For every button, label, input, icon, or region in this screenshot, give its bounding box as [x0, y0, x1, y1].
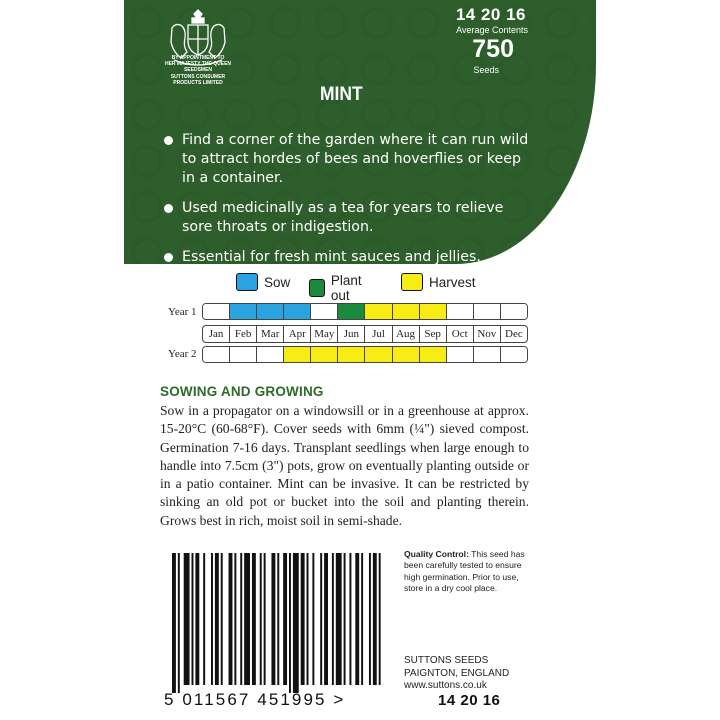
barcode-bar	[336, 553, 342, 685]
month-label: Mar	[257, 326, 284, 342]
company-info	[404, 655, 509, 693]
feature-list	[164, 131, 534, 264]
year-1-cell-mar	[257, 304, 284, 319]
product-name: MINT	[320, 84, 363, 105]
sowing-heading: SOWING AND GROWING	[160, 384, 324, 399]
barcode-bar	[283, 553, 287, 685]
quality-control-title: Quality Control:	[404, 549, 469, 559]
footer-product-code: 14 20 16	[438, 692, 501, 709]
legend-label: Plant out	[330, 273, 362, 303]
year-2-cell-apr	[284, 347, 311, 362]
barcode-bar	[344, 553, 346, 685]
year-2-bar	[202, 346, 528, 363]
barcode-bar	[312, 553, 314, 685]
barcode	[168, 553, 388, 693]
barcode-bar	[355, 553, 359, 685]
barcode-bar	[244, 553, 250, 685]
warrant-line: HER MAJESTY THE QUEEN	[164, 61, 232, 68]
warrant-line: BY APPOINTMENT TO	[171, 55, 225, 61]
year-1-label: Year 1	[168, 306, 197, 318]
legend-harvest	[401, 273, 476, 291]
feature-item: Essential for fresh mint sauces and jellies.	[164, 248, 534, 264]
seeds-label: Seeds	[473, 65, 499, 75]
year-2-cell-mar	[257, 347, 284, 362]
year-1-cell-jan	[203, 304, 230, 319]
year-1-cell-nov	[474, 304, 501, 319]
barcode-bar	[192, 553, 194, 685]
barcode-bar	[293, 553, 299, 693]
month-label: Dec	[505, 328, 523, 340]
year-2-label: Year 2	[168, 348, 197, 360]
year-1-cell-jul	[365, 304, 392, 319]
barcode-bar	[215, 553, 219, 685]
month-label: Sep	[420, 326, 447, 342]
royal-warrant-text	[150, 55, 246, 86]
barcode-bar	[379, 553, 381, 685]
quality-control-note	[404, 549, 534, 594]
barcode-bar	[289, 553, 291, 693]
legend-swatch	[236, 273, 258, 291]
company-name: SUTTONS SEEDS	[404, 655, 489, 666]
year-2-cell-oct	[447, 347, 474, 362]
year-1-bar	[202, 303, 528, 320]
barcode-bar	[361, 553, 363, 685]
barcode-bar	[240, 553, 242, 685]
year-2-cell-may	[311, 347, 338, 362]
average-contents-label: Average Contents	[456, 25, 528, 35]
sowing-instructions: Sow in a propagator on a windowsill or in a greenhouse at approx. 15-20°C (60-68°F). Cover seeds with 6mm (¼") sieved compost. Germination 7-16 days. Transplant seedlings when large enough to handle into 7.5cm (3") pots, grow on eventually planting outside or in a patio container. Mint can be invasive. It can be restricted by sinking an old pot or bucket into the soil and planting therein. Grows best in rich, moist soil in semi-shade.	[160, 403, 529, 528]
barcode-bar	[277, 553, 279, 685]
month-label: Jul	[365, 326, 392, 342]
barcode-bar	[252, 553, 256, 685]
legend-swatch	[309, 279, 325, 297]
barcode-bar	[324, 553, 328, 685]
barcode-bar	[229, 553, 233, 685]
month-label: Nov	[474, 326, 501, 342]
company-website[interactable]: www.suttons.co.uk	[404, 680, 487, 691]
barcode-bar	[234, 553, 236, 685]
feature-item: Used medicinally as a tea for years to relieve sore throats or indigestion.	[164, 199, 534, 237]
months-row	[202, 325, 528, 343]
year-2-cell-jan	[203, 347, 230, 362]
seed-count: 750	[472, 35, 514, 63]
year-2-cell-feb	[230, 347, 257, 362]
legend-plant-out	[309, 273, 368, 303]
year-1-cell-apr	[284, 304, 311, 319]
barcode-bar	[373, 553, 377, 685]
product-code: 14 20 16	[455, 5, 526, 24]
year-2-cell-nov	[474, 347, 501, 362]
year-1-cell-may	[311, 304, 338, 319]
legend-label: Harvest	[429, 274, 476, 290]
year-1-cell-feb	[230, 304, 257, 319]
barcode-bar	[307, 553, 309, 685]
month-label: Apr	[284, 326, 311, 342]
header-panel	[124, 0, 596, 264]
legend-swatch	[401, 273, 423, 291]
month-label: May	[311, 326, 338, 342]
company-location: PAIGNTON, ENGLAND	[404, 667, 510, 679]
warrant-line: SUTTONS CONSUMER	[170, 73, 226, 80]
barcode-bar	[369, 553, 371, 685]
month-label: Feb	[230, 326, 257, 342]
feature-item: Find a corner of the garden where it can run wild to attract hordes of bees and hoverflies or keep in a container.	[164, 131, 534, 188]
month-label: Aug	[393, 326, 420, 342]
barcode-bar	[271, 553, 275, 685]
barcode-bar	[221, 553, 223, 685]
month-label: Oct	[447, 326, 474, 342]
year-1-cell-aug	[393, 304, 420, 319]
year-1-cell-jun	[338, 304, 365, 319]
barcode-bar	[172, 553, 176, 693]
month-label: Jan	[203, 326, 230, 342]
year-1-cell-oct	[447, 304, 474, 319]
barcode-bar	[349, 553, 351, 685]
barcode-bar	[260, 553, 262, 685]
year-2-cell-aug	[393, 347, 420, 362]
barcode-bar	[195, 553, 199, 685]
barcode-bar	[178, 553, 180, 693]
barcode-number: 5 011567 451995 >	[164, 690, 346, 709]
barcode-bar	[211, 553, 213, 685]
barcode-bar	[264, 553, 266, 685]
barcode-bar	[203, 553, 205, 685]
year-2-cell-jun	[338, 347, 365, 362]
year-1-cell-sep	[420, 304, 447, 319]
legend-sow	[236, 273, 290, 291]
year-1-cell-dec	[501, 304, 527, 319]
legend-label: Sow	[264, 274, 291, 290]
year-2-cell-jul	[365, 347, 392, 362]
year-2-cell-sep	[420, 347, 447, 362]
year-2-cell-dec	[501, 347, 527, 362]
month-label: Jun	[338, 326, 365, 342]
barcode-bar	[332, 553, 334, 685]
barcode-bar	[301, 553, 305, 685]
warrant-line: SEEDSMEN	[183, 67, 213, 74]
barcode-bar	[184, 553, 190, 685]
quality-control-text: This seed has been carefully tested to ensure high germination. Prior to use, store in a dry cool place.	[404, 549, 525, 593]
barcode-bar	[320, 553, 322, 685]
warrant-line: PRODUCTS LIMITED	[173, 79, 223, 86]
